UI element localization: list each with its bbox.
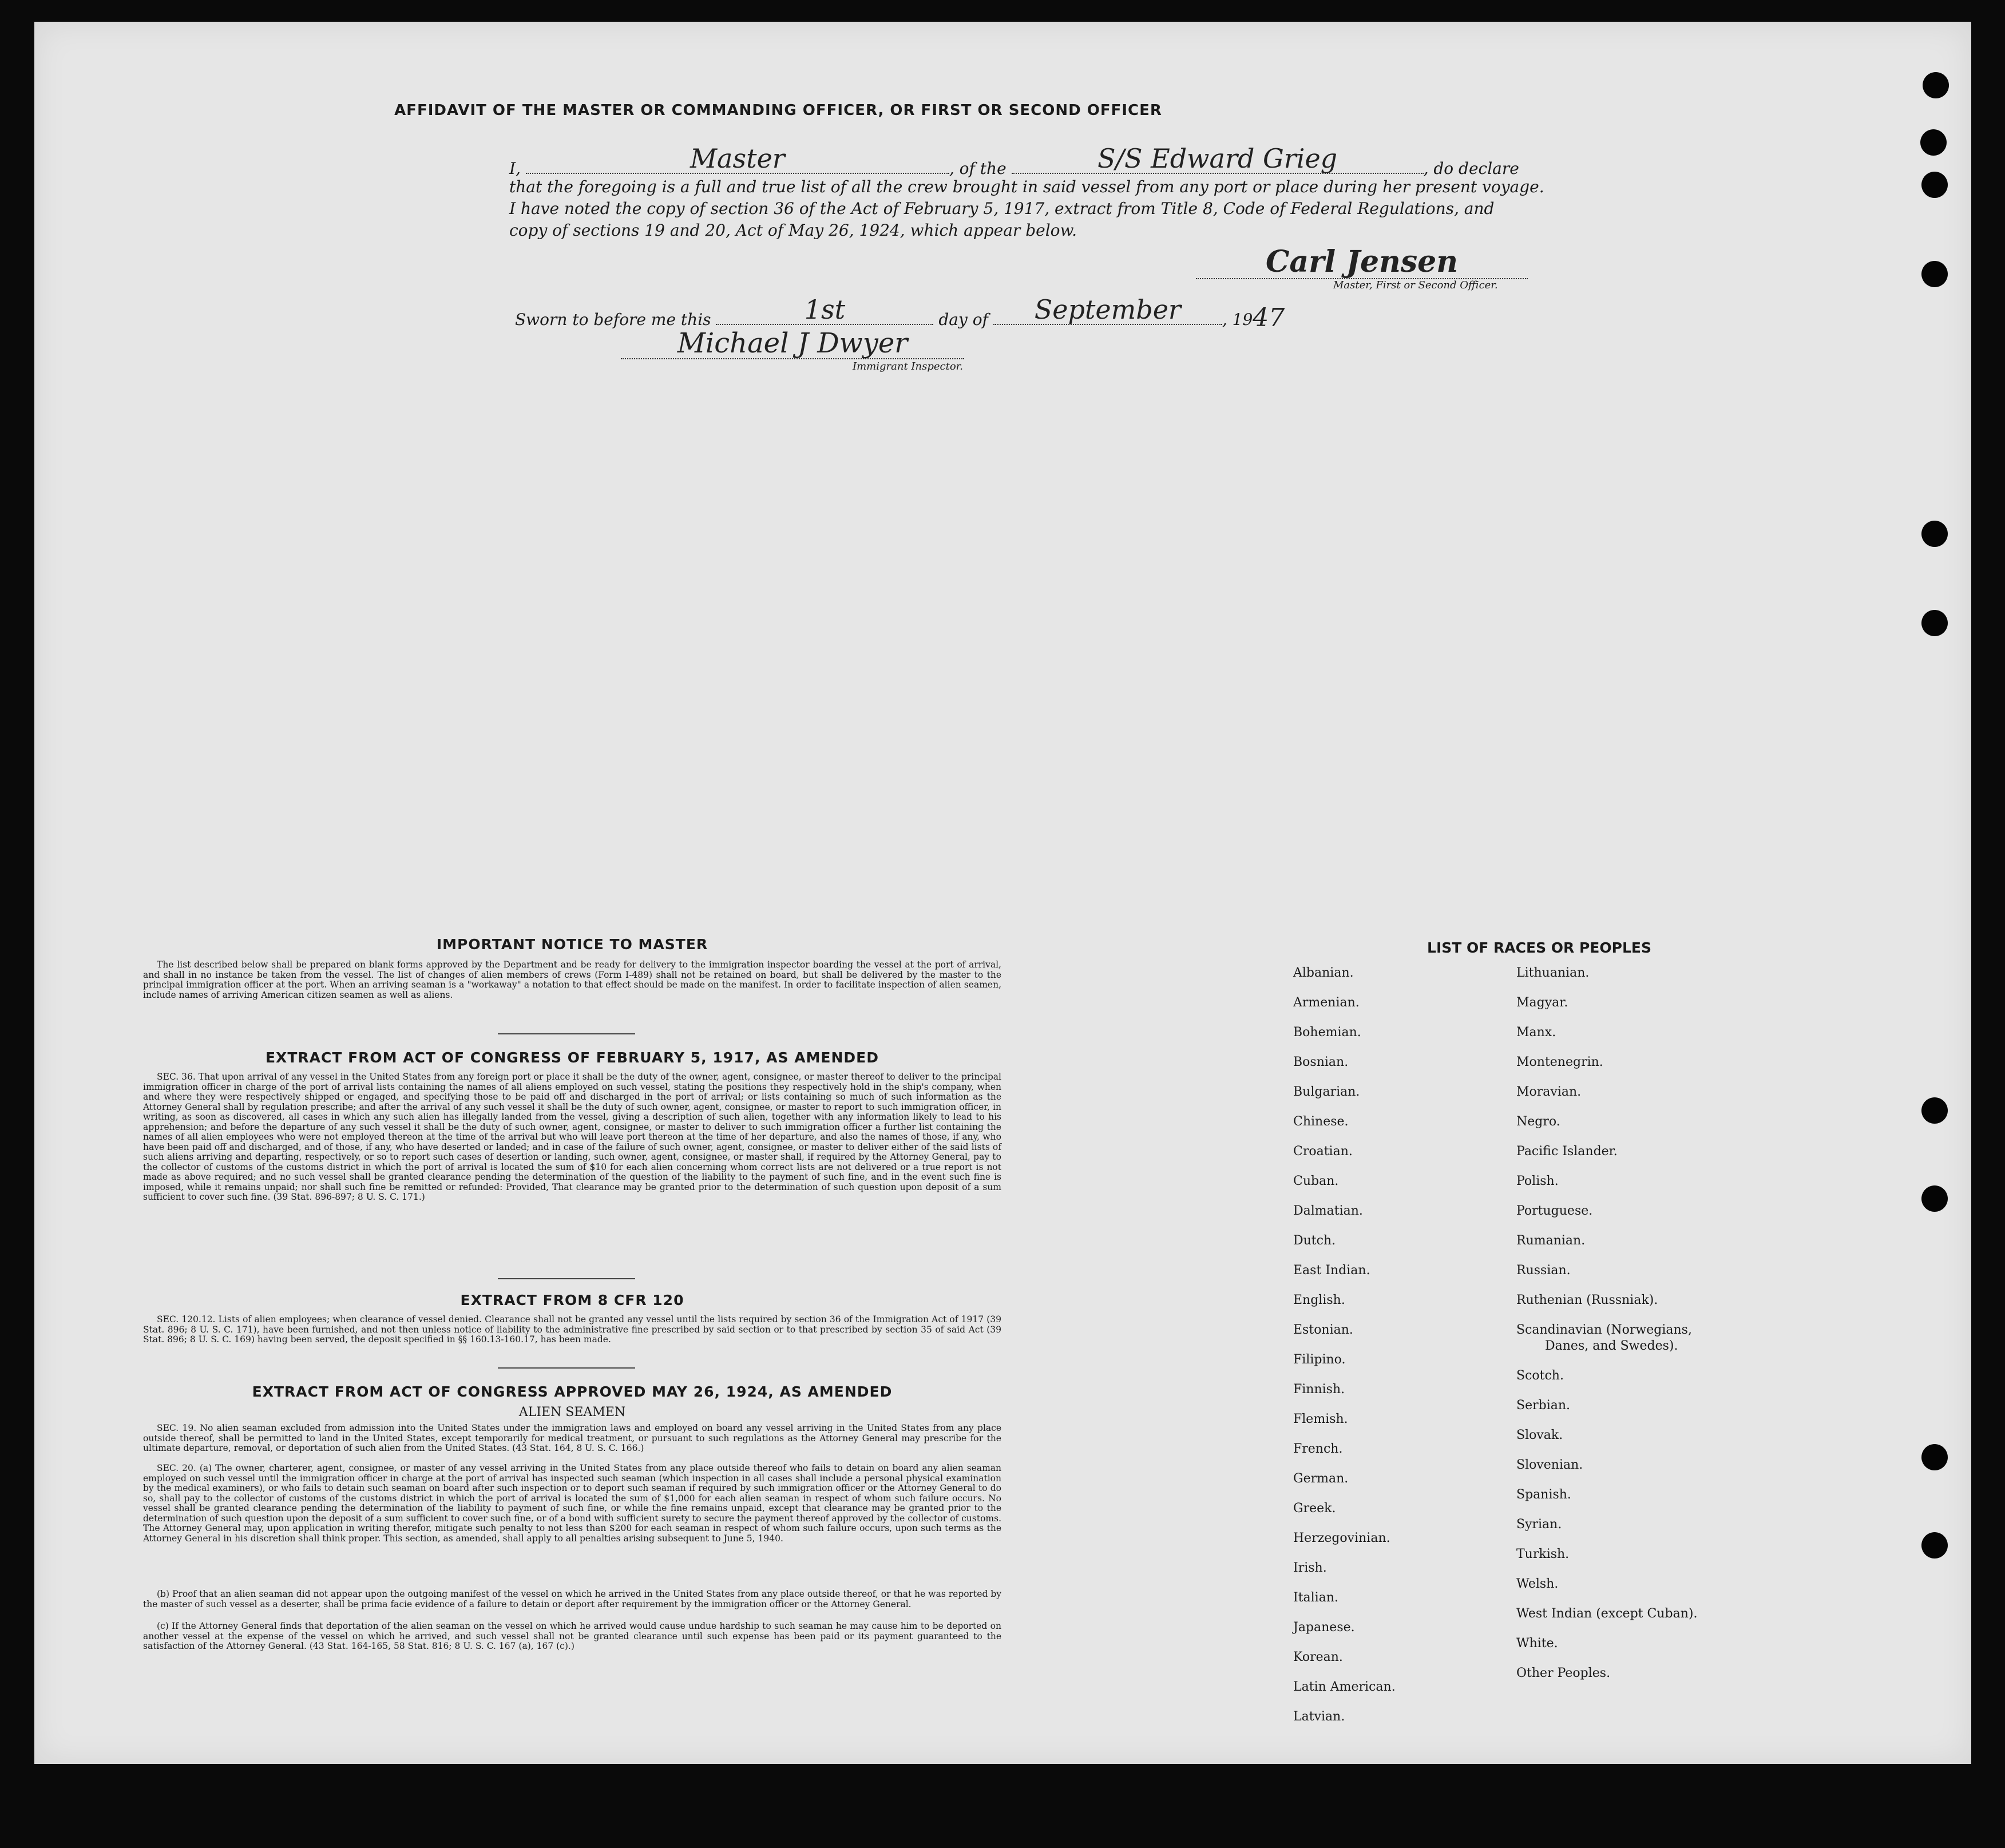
race-item: Spanish. — [1516, 1488, 1571, 1502]
race-item: German. — [1293, 1472, 1349, 1486]
extract-1924-heading: EXTRACT FROM ACT OF CONGRESS APPROVED MAY 26, 1924, AS AMENDED — [252, 1383, 893, 1400]
filled-name: Master — [690, 143, 785, 174]
race-item: Estonian. — [1293, 1323, 1353, 1337]
race-item: Moravian. — [1516, 1085, 1582, 1099]
race-item: Albanian. — [1293, 966, 1354, 980]
races-heading: LIST OF RACES OR PEOPLES — [1427, 939, 1651, 956]
extract-cfr-text: SEC. 120.12. Lists of alien employees; when clearance of vessel denied. Clearance shall not be granted any vessel until the lists required by section 36 of the Immigration Act of 1917 (39 Stat. 896; 8 U. S. C. 171), have been furnished, and not then unless notice of liability to the administrative fine prescribed by said section or to that prescribed by section 35 of said Act (39 Stat. 896; 8 U. S. C. 169) having been served, the deposit specified in §§ 160.13-160.17, has been made. — [143, 1314, 1001, 1345]
affidavit-line1-post: , do declare — [1423, 159, 1519, 178]
vessel-field — [1012, 143, 1424, 174]
form-sheet — [34, 22, 1971, 1764]
extract-1924-sec20c: (c) If the Attorney General finds that deportation of the alien seaman on the vessel on which he arrived would cause undue hardship to such seaman he may cause him to be deported on another vessel at the expense of the vessel on which he arrived, and such vessel shall not be granted clearance until such expense has been paid or its payment guaranteed to the satisfaction of the Attorney General. (43 Stat. 164-165, 58 Stat. 816; 8 U. S. C. 167 (a), 167 (c).) — [143, 1621, 1001, 1651]
race-item: Pacific Islander. — [1516, 1144, 1618, 1159]
extract-1917-heading: EXTRACT FROM ACT OF CONGRESS OF FEBRUARY 5, 1917, AS AMENDED — [265, 1049, 879, 1066]
binder-hole — [1921, 521, 1948, 547]
master-signature-line — [1196, 238, 1528, 279]
race-item: Latin American. — [1293, 1680, 1396, 1694]
binder-hole — [1921, 1444, 1948, 1470]
race-item: Danes, and Swedes). — [1545, 1339, 1678, 1353]
binder-hole — [1921, 1097, 1948, 1124]
race-item: Bohemian. — [1293, 1025, 1361, 1040]
race-item: Turkish. — [1516, 1547, 1570, 1561]
race-item: Dutch. — [1293, 1234, 1336, 1248]
race-item: Bulgarian. — [1293, 1085, 1360, 1099]
sworn-year: 47 — [1253, 303, 1285, 332]
race-item: Portuguese. — [1516, 1204, 1593, 1218]
race-item: Bosnian. — [1293, 1055, 1349, 1069]
binder-hole — [1921, 261, 1948, 287]
divider — [498, 1033, 635, 1034]
race-item: Ruthenian (Russniak). — [1516, 1293, 1658, 1307]
race-item: Other Peoples. — [1516, 1666, 1611, 1680]
race-item: Croatian. — [1293, 1144, 1353, 1159]
extract-1917-text: SEC. 36. That upon arrival of any vessel in the United States from any foreign port or place it shall be the duty of the owner, agent, consignee, or master thereof to deliver to the principal immigration officer in charge of the port of arrival lists containing the names of all aliens employed on such vessel, stating the positions they respectively hold in the ship's company, when and where they were respectively shipped or engaged, and specifying those to be paid off and discharged in the port of arrival; or lists containing so much of such information as the Attorney General shall by regulation prescribe; and after the arrival of any such vessel it shall be the duty of such owner, agent, consignee, or master to report to such immigration officer, in writing, as soon as discovered, all cases in which any such alien has illegally landed from the vessel, giving a description of such alien, together with any information likely to lead to his apprehension; and before the departure of any such vessel it shall be the duty of such owner, agent, consignee, or master to deliver to such immigration officer a further list containing the names of all alien employees who were not employed thereon at the time of the arrival but who will leave port thereon at the time of her departure, and also the names of those, if any, who have been paid off and discharged, and of those, if any, who have deserted or landed; and in case of the failure of such owner, agent, consignee, or master to deliver either of the said lists of such aliens arriving and departing, respectively, or so to report such cases of desertion or landing, such owner, agent, consignee, or master shall, if required by the Attorney General, pay to the collector of customs of the customs district in which the port of arrival is located the sum of $10 for each alien concerning whom correct lists are not delivered or a true report is not made as above required; and no such vessel shall be granted clearance pending the determination of the question of the liability to the payment of such fine, and in the event such fine is imposed, while it remains unpaid; nor shall such fine be remitted or refunded: Provided, That clearance may be granted prior to the determination of such question upon deposit of a sum sufficient to cover such fine. (39 Stat. 896-897; 8 U. S. C. 171.) — [143, 1072, 1001, 1202]
race-item: Rumanian. — [1516, 1234, 1586, 1248]
sworn-month-field — [993, 294, 1222, 325]
alien-seamen-subheading: ALIEN SEAMEN — [518, 1405, 626, 1419]
race-item: Dalmatian. — [1293, 1204, 1363, 1218]
divider — [498, 1367, 635, 1369]
affidavit-line1-mid: , of the — [949, 159, 1007, 178]
affidavit-title: AFFIDAVIT OF THE MASTER OR COMMANDING OFFICER, OR FIRST OR SECOND OFFICER — [394, 102, 1162, 119]
extract-cfr-heading: EXTRACT FROM 8 CFR 120 — [460, 1292, 684, 1308]
sworn-day: 1st — [804, 294, 846, 325]
affidavit-line-1 — [509, 143, 1519, 178]
race-item: Scotch. — [1516, 1369, 1564, 1383]
race-item: Filipino. — [1293, 1353, 1346, 1367]
race-item: Japanese. — [1293, 1620, 1355, 1635]
binder-hole — [1921, 610, 1948, 636]
race-item: Welsh. — [1516, 1577, 1559, 1591]
race-item: Russian. — [1516, 1263, 1571, 1278]
sworn-month: September — [1034, 294, 1181, 325]
binder-hole — [1920, 129, 1947, 156]
race-item: Lithuanian. — [1516, 966, 1590, 980]
inspector-caption: Immigrant Inspector. — [853, 360, 964, 372]
sworn-mid: day of — [938, 310, 988, 329]
race-item: Slovenian. — [1516, 1458, 1583, 1472]
race-item: Cuban. — [1293, 1174, 1339, 1188]
race-item: Finnish. — [1293, 1382, 1345, 1397]
master-signature: Carl Jensen — [1266, 244, 1458, 279]
race-item: East Indian. — [1293, 1263, 1370, 1278]
race-item: Flemish. — [1293, 1412, 1348, 1426]
extract-1924-sec20b: (b) Proof that an alien seaman did not appear upon the outgoing manifest of the vessel on which he arrived in the United States from any place outside thereof, or that he was reported by the master of such vessel as a deserter, shall be prima facie evidence of a failure to detain or deport after requirement by the immigration officer or the Attorney General. — [143, 1589, 1001, 1609]
race-item: Latvian. — [1293, 1710, 1345, 1724]
race-item: Korean. — [1293, 1650, 1343, 1664]
race-item: Armenian. — [1293, 996, 1360, 1010]
race-item: Scandinavian (Norwegians, — [1516, 1323, 1692, 1337]
binder-hole — [1921, 172, 1948, 198]
race-item: Greek. — [1293, 1501, 1336, 1516]
sworn-year-prefix: , 19 — [1222, 310, 1253, 329]
race-item: West Indian (except Cuban). — [1516, 1607, 1698, 1621]
race-item: Negro. — [1516, 1115, 1560, 1129]
race-item: English. — [1293, 1293, 1345, 1307]
race-item: Manx. — [1516, 1025, 1556, 1040]
inspector-signature: Michael J Dwyer — [677, 327, 908, 359]
affidavit-line-2: that the foregoing is a full and true list of all the crew brought in said vessel from any port or place during her present voyage. — [509, 177, 1544, 196]
race-item: Magyar. — [1516, 996, 1568, 1010]
notice-text: The list described below shall be prepared on blank forms approved by the Department and be ready for delivery to the immigration inspector boarding the vessel at the port of arrival, and shall in no instance be taken from the vessel. The list of changes of alien members of crews (Form I-489) shall not be retained on board, but shall be delivered by the master to the principal immigration officer at the port. When an arriving seaman is a "workaway" a notation to that effect should be made on the manifest. In order to facilitate inspection of alien seamen, include names of arriving American citizen seamen as well as aliens. — [143, 959, 1001, 1000]
master-caption: Master, First or Second Officer. — [1333, 279, 1498, 291]
binder-hole — [1921, 1532, 1948, 1558]
affidavit-line1-pre: I, — [509, 159, 521, 178]
binder-hole — [1921, 1185, 1948, 1212]
race-item: Polish. — [1516, 1174, 1559, 1188]
race-item: White. — [1516, 1636, 1558, 1651]
binder-hole — [1923, 72, 1949, 98]
race-item: Slovak. — [1516, 1428, 1563, 1442]
extract-1924-sec20a: SEC. 20. (a) The owner, charterer, agent, consignee, or master of any vessel arriving in the United States from any place outside thereof who fails to detain on board any alien seaman employed on such vessel until the immigration officer in charge at the port of arrival has inspected such seaman (which inspection in all cases shall include a personal physical examination by the medical examiners), or who fails to detain such seaman on board after such inspection or to deport such seaman if required by such immigration officer or the Attorney General to do so, shall pay to the collector of customs of the customs district in which the port of arrival is located the sum of $1,000 for each alien seaman in respect of whom such failure occurs. No vessel shall be granted clearance pending the determination of the liability to payment of such fine, or while the fine remains unpaid, except that clearance may be granted prior to the determination of such question upon the deposit of a sum sufficient to cover such fine, or of a bond with sufficient surety to secure the payment thereof approved by the collector of customs. The Attorney General may, upon application in writing therefor, mitigate such penalty to not less than $200 for each seaman in respect of whom such failure occurs, upon such terms as the Attorney General in his discretion shall think proper. This section, as amended, shall apply to all penalties arising subsequent to June 5, 1940. — [143, 1463, 1001, 1544]
sworn-pre: Sworn to before me this — [515, 310, 711, 329]
race-item: Irish. — [1293, 1561, 1327, 1575]
affidavit-line-3: I have noted the copy of section 36 of the Act of February 5, 1917, extract from Title 8, Code of Federal Regulations, and — [509, 199, 1495, 218]
race-item: Italian. — [1293, 1591, 1338, 1605]
race-item: Chinese. — [1293, 1115, 1349, 1129]
sworn-day-field — [716, 294, 933, 325]
race-item: French. — [1293, 1442, 1343, 1456]
divider — [498, 1278, 635, 1279]
race-item: Serbian. — [1516, 1398, 1571, 1413]
extract-1924-sec19: SEC. 19. No alien seaman excluded from admission into the United States under the immigration laws and employed on board any vessel arriving in the United States from any place outside thereof, shall be permitted to land in the United States, except temporarily for medical treatment, or pursuant to such regulations as the Attorney General may prescribe for the ultimate departure, removal, or deportation of such alien from the United States. (43 Stat. 164, 8 U. S. C. 166.) — [143, 1423, 1001, 1453]
notice-heading: IMPORTANT NOTICE TO MASTER — [436, 936, 708, 953]
affidavit-line-4: copy of sections 19 and 20, Act of May 26, 1924, which appear below. — [509, 221, 1077, 240]
filled-vessel: S/S Edward Grieg — [1097, 143, 1338, 174]
race-item: Herzegovinian. — [1293, 1531, 1390, 1545]
race-item: Montenegrin. — [1516, 1055, 1603, 1069]
name-field — [526, 143, 949, 174]
race-item: Syrian. — [1516, 1517, 1562, 1532]
inspector-signature-line — [621, 324, 964, 359]
